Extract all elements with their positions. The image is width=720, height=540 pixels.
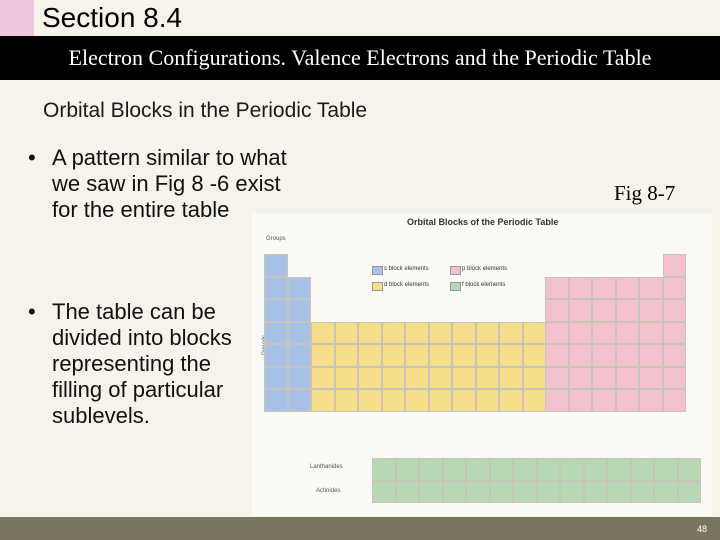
element-cell [288, 389, 312, 412]
element-cell [592, 344, 616, 367]
element-cell [358, 389, 382, 412]
accent-tab [0, 0, 34, 36]
element-cell [311, 322, 335, 345]
actinides-label: Actinides [316, 488, 341, 494]
element-cell [466, 481, 490, 504]
element-cell [663, 389, 687, 412]
periodic-table-figure [252, 214, 712, 516]
figure-title: Orbital Blocks of the Periodic Table [407, 217, 559, 227]
element-cell [264, 367, 288, 390]
element-cell [523, 322, 547, 345]
element-cell [663, 344, 687, 367]
element-cell [311, 344, 335, 367]
element-cell [476, 322, 500, 345]
element-cell [639, 299, 663, 322]
bullet-1-text: A pattern similar to what we saw in Fig 8 -6 exist for the entire table [52, 145, 287, 222]
element-cell [569, 367, 593, 390]
element-cell [358, 367, 382, 390]
element-cell [631, 481, 655, 504]
element-cell [592, 299, 616, 322]
element-cell [584, 481, 608, 504]
element-cell [639, 277, 663, 300]
element-cell [490, 458, 514, 481]
element-cell [545, 322, 569, 345]
slide-heading: Orbital Blocks in the Periodic Table [43, 99, 368, 122]
element-cell [264, 389, 288, 412]
element-cell [639, 367, 663, 390]
element-cell [545, 344, 569, 367]
page-number: 48 [696, 524, 707, 534]
element-cell [499, 322, 523, 345]
bullet-2-text: The table can be divided into blocks representing the filling of particular sublevels. [52, 299, 232, 428]
element-cell [616, 367, 640, 390]
element-cell [616, 299, 640, 322]
element-cell [616, 322, 640, 345]
element-cell [663, 254, 687, 277]
element-cell [288, 322, 312, 345]
element-cell [382, 322, 406, 345]
element-cell [513, 481, 537, 504]
element-cell [499, 367, 523, 390]
element-cell [616, 344, 640, 367]
element-cell [523, 344, 547, 367]
element-cell [405, 322, 429, 345]
element-cell [288, 344, 312, 367]
legend-d: d block elements [384, 282, 430, 288]
legend-p-swatch [450, 266, 461, 275]
element-cell [382, 367, 406, 390]
lanthanides-label: Lanthanides [310, 464, 343, 470]
groups-label: Groups [266, 236, 286, 242]
element-cell [429, 389, 453, 412]
element-cell [396, 481, 420, 504]
section-title: Section 8.4 [42, 2, 183, 33]
bullet-dot-icon: • [28, 299, 36, 324]
element-cell [569, 299, 593, 322]
element-cell [443, 481, 467, 504]
element-cell [358, 344, 382, 367]
element-cell [607, 458, 631, 481]
element-cell [335, 367, 359, 390]
element-cell [335, 322, 359, 345]
element-cell [288, 299, 312, 322]
legend-p: p block elements [462, 266, 508, 272]
legend-f-swatch [450, 282, 461, 291]
element-cell [372, 458, 396, 481]
element-cell [537, 481, 561, 504]
element-cell [663, 322, 687, 345]
element-cell [654, 458, 678, 481]
element-cell [335, 344, 359, 367]
element-cell [513, 458, 537, 481]
element-cell [569, 277, 593, 300]
legend-f: f block elements [462, 282, 506, 288]
element-cell [545, 367, 569, 390]
element-cell [358, 322, 382, 345]
element-cell [663, 367, 687, 390]
figure-label: Fig 8-7 [614, 181, 676, 205]
element-cell [452, 344, 476, 367]
element-cell [419, 458, 443, 481]
element-cell [264, 254, 288, 277]
element-cell [335, 389, 359, 412]
element-cell [429, 344, 453, 367]
element-cell [654, 481, 678, 504]
element-cell [569, 389, 593, 412]
bullet-dot-icon: • [28, 145, 36, 170]
element-cell [616, 277, 640, 300]
element-cell [545, 277, 569, 300]
element-cell [592, 389, 616, 412]
element-cell [264, 299, 288, 322]
element-cell [616, 389, 640, 412]
element-cell [569, 322, 593, 345]
legend-s: s block elements [384, 266, 429, 272]
element-cell [545, 299, 569, 322]
subtitle-bar [0, 36, 720, 80]
element-cell [476, 389, 500, 412]
title-bar [0, 0, 720, 36]
element-cell [382, 344, 406, 367]
element-cell [490, 481, 514, 504]
element-cell [264, 344, 288, 367]
legend-d-swatch [372, 282, 383, 291]
element-cell [639, 322, 663, 345]
element-cell [592, 367, 616, 390]
element-cell [466, 458, 490, 481]
element-cell [429, 367, 453, 390]
element-cell [523, 367, 547, 390]
element-cell [499, 389, 523, 412]
element-cell [545, 389, 569, 412]
element-cell [569, 344, 593, 367]
element-cell [678, 481, 702, 504]
element-cell [678, 458, 702, 481]
element-cell [631, 458, 655, 481]
element-cell [560, 458, 584, 481]
footer-strip [0, 517, 720, 540]
element-cell [452, 367, 476, 390]
element-cell [663, 277, 687, 300]
element-cell [396, 458, 420, 481]
element-cell [476, 344, 500, 367]
element-cell [499, 344, 523, 367]
element-cell [607, 481, 631, 504]
element-cell [523, 389, 547, 412]
element-cell [584, 458, 608, 481]
element-cell [419, 481, 443, 504]
element-cell [452, 322, 476, 345]
element-cell [452, 389, 476, 412]
element-cell [443, 458, 467, 481]
element-cell [311, 389, 335, 412]
element-cell [476, 367, 500, 390]
element-cell [537, 458, 561, 481]
element-cell [288, 367, 312, 390]
element-cell [288, 277, 312, 300]
element-cell [663, 299, 687, 322]
legend-s-swatch [372, 266, 383, 275]
element-cell [382, 389, 406, 412]
element-cell [311, 367, 335, 390]
element-cell [405, 389, 429, 412]
element-cell [639, 389, 663, 412]
element-cell [592, 277, 616, 300]
element-cell [560, 481, 584, 504]
element-cell [592, 322, 616, 345]
bullet-1 [28, 145, 292, 223]
element-cell [429, 322, 453, 345]
element-cell [372, 481, 396, 504]
bullet-2 [28, 299, 252, 429]
slide-subtitle: Electron Configurations. Valence Electrons and the Periodic Table [68, 45, 652, 70]
element-cell [264, 277, 288, 300]
element-cell [639, 344, 663, 367]
element-cell [405, 367, 429, 390]
element-cell [405, 344, 429, 367]
element-cell [264, 322, 288, 345]
